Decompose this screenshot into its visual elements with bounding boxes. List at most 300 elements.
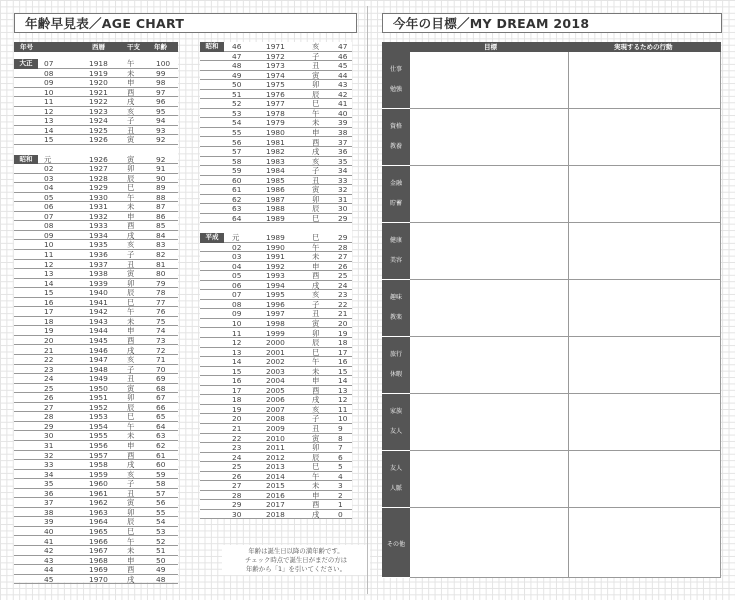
eto-cell: 申 bbox=[312, 376, 320, 386]
eto-cell: 酉 bbox=[127, 221, 135, 231]
eto-cell: 午 bbox=[312, 108, 320, 118]
eto-cell: 戌 bbox=[127, 97, 135, 107]
header-eto: 干支 bbox=[127, 43, 140, 51]
era-year-cell: 22 bbox=[44, 355, 54, 365]
dream-category-label: 勉強 bbox=[389, 86, 402, 94]
age-cell: 64 bbox=[156, 421, 166, 431]
western-year-cell: 1987 bbox=[266, 194, 285, 204]
era-year-cell: 43 bbox=[44, 555, 54, 565]
age-cell: 58 bbox=[156, 479, 166, 489]
eto-cell: 辰 bbox=[127, 517, 135, 527]
age-cell: 15 bbox=[338, 366, 348, 376]
era-year-cell: 08 bbox=[44, 68, 54, 78]
eto-cell: 卯 bbox=[312, 80, 320, 90]
eto-cell: 寅 bbox=[127, 383, 135, 393]
eto-cell: 卯 bbox=[127, 164, 135, 174]
western-year-cell: 1974 bbox=[266, 70, 285, 80]
western-year-cell: 1928 bbox=[89, 173, 108, 183]
age-cell: 17 bbox=[338, 347, 348, 357]
western-year-cell: 1969 bbox=[89, 565, 108, 575]
age-row bbox=[200, 290, 352, 300]
era-year-cell: 05 bbox=[232, 271, 242, 281]
eto-cell: 寅 bbox=[127, 154, 135, 164]
age-cell: 26 bbox=[338, 261, 348, 271]
age-cell: 29 bbox=[338, 233, 348, 242]
era-year-cell: 48 bbox=[232, 61, 242, 71]
western-year-cell: 1968 bbox=[89, 555, 108, 565]
eto-cell: 酉 bbox=[127, 450, 135, 460]
note-line: チェック時点で誕生日がまだの方は bbox=[244, 555, 348, 564]
age-cell: 51 bbox=[156, 546, 166, 556]
era-year-cell: 29 bbox=[44, 421, 54, 431]
age-cell: 100 bbox=[156, 59, 171, 68]
era-year-cell: 19 bbox=[232, 404, 242, 414]
age-cell: 1 bbox=[338, 500, 343, 510]
eto-cell: 亥 bbox=[312, 290, 320, 300]
age-cell: 20 bbox=[338, 318, 348, 328]
eto-cell: 酉 bbox=[127, 335, 135, 345]
western-year-cell: 1944 bbox=[89, 326, 108, 336]
era-year-cell: 46 bbox=[232, 42, 242, 51]
age-row bbox=[200, 300, 352, 310]
age-cell: 11 bbox=[338, 404, 348, 414]
era-year-cell: 20 bbox=[44, 335, 54, 345]
age-row bbox=[14, 537, 178, 547]
eto-cell: 申 bbox=[127, 78, 135, 88]
age-row bbox=[200, 367, 352, 377]
era-year-cell: 55 bbox=[232, 127, 242, 137]
age-row bbox=[200, 462, 352, 472]
age-cell: 4 bbox=[338, 471, 343, 481]
western-year-cell: 1990 bbox=[266, 242, 285, 252]
dream-row-divider bbox=[410, 279, 721, 280]
era-year-cell: 40 bbox=[44, 526, 54, 536]
western-year-cell: 1957 bbox=[89, 450, 108, 460]
western-year-cell: 1971 bbox=[266, 42, 285, 51]
western-year-cell: 1982 bbox=[266, 147, 285, 157]
dream-row-divider bbox=[410, 450, 721, 451]
eto-cell: 申 bbox=[312, 127, 320, 137]
western-year-cell: 1930 bbox=[89, 192, 108, 202]
era-year-cell: 32 bbox=[44, 450, 54, 460]
age-row bbox=[200, 99, 352, 109]
age-cell: 41 bbox=[338, 99, 348, 109]
age-cell: 75 bbox=[156, 316, 166, 326]
eto-cell: 卯 bbox=[127, 278, 135, 288]
eto-cell: 辰 bbox=[127, 288, 135, 298]
western-year-cell: 1992 bbox=[266, 261, 285, 271]
eto-cell: 辰 bbox=[127, 402, 135, 412]
western-year-cell: 1918 bbox=[89, 59, 108, 68]
western-year-cell: 2017 bbox=[266, 500, 285, 510]
western-year-cell: 1954 bbox=[89, 421, 108, 431]
era-year-cell: 24 bbox=[232, 452, 242, 462]
eto-cell: 亥 bbox=[127, 240, 135, 250]
era-year-cell: 36 bbox=[44, 488, 54, 498]
era-year-cell: 17 bbox=[44, 307, 54, 317]
age-cell: 9 bbox=[338, 424, 343, 433]
western-year-cell: 1985 bbox=[266, 175, 285, 185]
age-cell: 34 bbox=[338, 166, 348, 176]
era-year-cell: 11 bbox=[44, 97, 54, 107]
eto-cell: 未 bbox=[312, 366, 320, 376]
age-row bbox=[200, 472, 352, 482]
western-year-cell: 1966 bbox=[89, 536, 108, 546]
eto-cell: 申 bbox=[127, 441, 135, 450]
eto-cell: 戌 bbox=[127, 460, 135, 470]
age-row bbox=[14, 221, 178, 231]
western-year-cell: 2013 bbox=[266, 462, 285, 472]
age-row bbox=[14, 250, 178, 260]
age-cell: 94 bbox=[156, 116, 166, 126]
eto-cell: 申 bbox=[312, 490, 320, 500]
dream-category-label: 休暇 bbox=[389, 371, 402, 379]
age-row bbox=[14, 202, 178, 212]
age-row bbox=[14, 155, 178, 165]
age-cell: 6 bbox=[338, 452, 343, 462]
eto-cell: 丑 bbox=[127, 259, 135, 269]
eto-cell: 戌 bbox=[127, 345, 135, 355]
western-year-cell: 1940 bbox=[89, 288, 108, 298]
western-year-cell: 1945 bbox=[89, 335, 108, 345]
eto-cell: 戌 bbox=[127, 230, 135, 240]
age-cell: 42 bbox=[338, 89, 348, 99]
age-cell: 36 bbox=[338, 147, 348, 157]
western-year-cell: 1963 bbox=[89, 507, 108, 517]
era-year-cell: 15 bbox=[232, 366, 242, 376]
eto-cell: 子 bbox=[312, 166, 320, 176]
western-year-cell: 1962 bbox=[89, 498, 108, 508]
age-row bbox=[14, 326, 178, 336]
western-year-cell: 2012 bbox=[266, 452, 285, 462]
eto-cell: 巳 bbox=[127, 183, 135, 193]
eto-cell: 丑 bbox=[312, 309, 320, 319]
western-year-cell: 1991 bbox=[266, 252, 285, 262]
age-row bbox=[200, 147, 352, 157]
eto-cell: 巳 bbox=[312, 347, 320, 357]
western-year-cell: 2006 bbox=[266, 395, 285, 405]
eto-cell: 酉 bbox=[127, 565, 135, 575]
era-year-cell: 08 bbox=[44, 221, 54, 231]
era-year-cell: 12 bbox=[44, 106, 54, 116]
western-year-cell: 1964 bbox=[89, 517, 108, 527]
era-year-cell: 38 bbox=[44, 507, 54, 517]
eto-cell: 亥 bbox=[312, 156, 320, 166]
eto-cell: 寅 bbox=[312, 318, 320, 328]
western-year-cell: 1941 bbox=[89, 297, 108, 307]
era-year-cell: 23 bbox=[44, 364, 54, 374]
era-year-cell: 64 bbox=[232, 213, 242, 223]
western-year-cell: 2018 bbox=[266, 509, 285, 519]
western-year-cell: 1951 bbox=[89, 393, 108, 403]
age-row bbox=[14, 565, 178, 575]
dream-category-label: 家族 bbox=[389, 407, 402, 415]
era-year-cell: 49 bbox=[232, 70, 242, 80]
western-year-cell: 1981 bbox=[266, 137, 285, 147]
age-cell: 56 bbox=[156, 498, 166, 508]
western-year-cell: 1936 bbox=[89, 250, 108, 259]
eto-cell: 丑 bbox=[312, 424, 320, 433]
age-row bbox=[14, 298, 178, 308]
eto-cell: 午 bbox=[127, 307, 135, 317]
eto-cell: 卯 bbox=[312, 328, 320, 338]
era-year-cell: 18 bbox=[232, 395, 242, 405]
age-row bbox=[200, 376, 352, 386]
eto-cell: 寅 bbox=[127, 269, 135, 279]
western-year-cell: 1948 bbox=[89, 364, 108, 374]
age-row bbox=[14, 126, 178, 136]
age-row bbox=[200, 90, 352, 100]
era-year-cell: 09 bbox=[232, 309, 242, 319]
era-year-cell: 44 bbox=[44, 565, 54, 575]
era-year-cell: 13 bbox=[44, 116, 54, 126]
age-row bbox=[14, 508, 178, 518]
age-row bbox=[200, 338, 352, 348]
era-year-cell: 元 bbox=[44, 154, 52, 164]
western-year-cell: 1921 bbox=[89, 87, 108, 97]
era-year-cell: 30 bbox=[44, 431, 54, 441]
era-year-cell: 37 bbox=[44, 498, 54, 508]
eto-cell: 戌 bbox=[312, 395, 320, 405]
age-row bbox=[200, 319, 352, 329]
era-year-cell: 42 bbox=[44, 546, 54, 556]
era-year-cell: 28 bbox=[44, 412, 54, 422]
age-cell: 92 bbox=[156, 154, 166, 164]
age-cell: 46 bbox=[338, 51, 348, 61]
eto-cell: 酉 bbox=[127, 87, 135, 97]
age-cell: 86 bbox=[156, 211, 166, 221]
eto-cell: 午 bbox=[127, 59, 135, 68]
dream-category bbox=[382, 508, 410, 578]
western-year-cell: 1976 bbox=[266, 89, 285, 99]
age-row bbox=[14, 441, 178, 451]
eto-cell: 未 bbox=[127, 68, 135, 78]
age-note bbox=[222, 545, 370, 575]
era-year-cell: 07 bbox=[44, 59, 54, 68]
western-year-cell: 1980 bbox=[266, 127, 285, 137]
era-year-cell: 10 bbox=[44, 240, 54, 250]
age-cell: 14 bbox=[338, 376, 348, 386]
era-year-cell: 17 bbox=[232, 385, 242, 395]
era-year-cell: 02 bbox=[232, 242, 242, 252]
western-year-cell: 2002 bbox=[266, 357, 285, 367]
era-year-cell: 26 bbox=[232, 471, 242, 481]
western-year-cell: 1926 bbox=[89, 135, 108, 145]
age-row bbox=[200, 510, 352, 520]
eto-cell: 巳 bbox=[127, 526, 135, 536]
dream-category-label: 友人 bbox=[389, 428, 402, 436]
western-year-cell: 1997 bbox=[266, 309, 285, 319]
eto-cell: 申 bbox=[312, 261, 320, 271]
era-year-cell: 61 bbox=[232, 185, 242, 195]
era-year-cell: 21 bbox=[232, 424, 242, 433]
age-cell: 61 bbox=[156, 450, 166, 460]
age-cell: 28 bbox=[338, 242, 348, 252]
eto-cell: 亥 bbox=[127, 106, 135, 116]
western-year-cell: 1931 bbox=[89, 202, 108, 212]
age-cell: 99 bbox=[156, 68, 166, 78]
age-row bbox=[14, 260, 178, 270]
dream-category bbox=[382, 223, 410, 280]
age-row bbox=[200, 271, 352, 281]
eto-cell: 丑 bbox=[127, 374, 135, 384]
era-label: 平成 bbox=[200, 233, 224, 243]
era-year-cell: 10 bbox=[232, 318, 242, 328]
age-row bbox=[200, 243, 352, 253]
age-row bbox=[200, 138, 352, 148]
eto-cell: 亥 bbox=[127, 355, 135, 365]
western-year-cell: 1967 bbox=[89, 546, 108, 556]
header-action: 実現するための行動 bbox=[614, 43, 673, 51]
age-row bbox=[14, 527, 178, 537]
age-cell: 18 bbox=[338, 338, 348, 348]
age-row bbox=[14, 470, 178, 480]
era-year-cell: 63 bbox=[232, 204, 242, 214]
age-row bbox=[200, 118, 352, 128]
eto-cell: 巳 bbox=[312, 213, 320, 223]
age-cell: 96 bbox=[156, 97, 166, 107]
eto-cell: 午 bbox=[127, 421, 135, 431]
western-year-cell: 2011 bbox=[266, 443, 285, 453]
era-year-cell: 06 bbox=[44, 202, 54, 212]
age-cell: 69 bbox=[156, 374, 166, 384]
age-row bbox=[14, 489, 178, 499]
era-year-cell: 11 bbox=[44, 250, 54, 259]
western-year-cell: 2008 bbox=[266, 414, 285, 424]
age-cell: 32 bbox=[338, 185, 348, 195]
era-year-cell: 19 bbox=[44, 326, 54, 336]
dream-category bbox=[382, 166, 410, 223]
western-year-cell: 1935 bbox=[89, 240, 108, 250]
western-year-cell: 1989 bbox=[266, 233, 285, 242]
age-row bbox=[200, 252, 352, 262]
eto-cell: 未 bbox=[127, 316, 135, 326]
era-year-cell: 14 bbox=[232, 357, 242, 367]
era-year-cell: 07 bbox=[232, 290, 242, 300]
era-year-cell: 25 bbox=[44, 383, 54, 393]
era-year-cell: 31 bbox=[44, 441, 54, 450]
age-row bbox=[14, 317, 178, 327]
eto-cell: 亥 bbox=[312, 42, 320, 51]
western-year-cell: 1952 bbox=[89, 402, 108, 412]
era-year-cell: 07 bbox=[44, 211, 54, 221]
age-row bbox=[200, 166, 352, 176]
age-row bbox=[14, 384, 178, 394]
age-row bbox=[14, 183, 178, 193]
western-year-cell: 1933 bbox=[89, 221, 108, 231]
age-row bbox=[14, 460, 178, 470]
western-year-cell: 2004 bbox=[266, 376, 285, 386]
age-row bbox=[14, 288, 178, 298]
age-table-header-left bbox=[14, 42, 178, 52]
dream-category-label: 旅行 bbox=[389, 350, 402, 358]
age-cell: 78 bbox=[156, 288, 166, 298]
age-row bbox=[14, 336, 178, 346]
era-label: 大正 bbox=[14, 59, 38, 69]
western-year-cell: 2001 bbox=[266, 347, 285, 357]
age-cell: 7 bbox=[338, 443, 343, 453]
western-year-cell: 1983 bbox=[266, 156, 285, 166]
western-year-cell: 1950 bbox=[89, 383, 108, 393]
eto-cell: 午 bbox=[312, 357, 320, 367]
western-year-cell: 1973 bbox=[266, 61, 285, 71]
age-cell: 82 bbox=[156, 250, 166, 259]
age-cell: 16 bbox=[338, 357, 348, 367]
eto-cell: 卯 bbox=[127, 507, 135, 517]
eto-cell: 巳 bbox=[312, 462, 320, 472]
eto-cell: 酉 bbox=[312, 500, 320, 510]
age-row bbox=[200, 204, 352, 214]
western-year-cell: 1960 bbox=[89, 479, 108, 489]
eto-cell: 寅 bbox=[312, 185, 320, 195]
dream-category bbox=[382, 451, 410, 508]
age-cell: 70 bbox=[156, 364, 166, 374]
eto-cell: 寅 bbox=[312, 70, 320, 80]
age-row bbox=[14, 374, 178, 384]
eto-cell: 申 bbox=[127, 555, 135, 565]
era-year-cell: 30 bbox=[232, 509, 242, 519]
dream-category-label: 仕事 bbox=[389, 65, 402, 73]
age-cell: 30 bbox=[338, 204, 348, 214]
eto-cell: 寅 bbox=[127, 498, 135, 508]
eto-cell: 戌 bbox=[312, 509, 320, 519]
header-year: 西暦 bbox=[92, 43, 105, 51]
age-row bbox=[200, 185, 352, 195]
western-year-cell: 1956 bbox=[89, 441, 108, 450]
age-row bbox=[14, 231, 178, 241]
eto-cell: 子 bbox=[127, 250, 135, 259]
eto-cell: 未 bbox=[312, 481, 320, 491]
era-year-cell: 54 bbox=[232, 118, 242, 128]
era-year-cell: 13 bbox=[232, 347, 242, 357]
era-year-cell: 元 bbox=[232, 233, 240, 242]
era-year-cell: 14 bbox=[44, 278, 54, 288]
age-cell: 54 bbox=[156, 517, 166, 527]
era-year-cell: 24 bbox=[44, 374, 54, 384]
western-year-cell: 2010 bbox=[266, 433, 285, 443]
age-cell: 39 bbox=[338, 118, 348, 128]
age-row bbox=[14, 240, 178, 250]
age-cell: 76 bbox=[156, 307, 166, 317]
eto-cell: 巳 bbox=[127, 412, 135, 422]
age-row bbox=[200, 491, 352, 501]
western-year-cell: 1995 bbox=[266, 290, 285, 300]
age-row bbox=[200, 195, 352, 205]
western-year-cell: 1922 bbox=[89, 97, 108, 107]
western-year-cell: 1959 bbox=[89, 469, 108, 479]
era-year-cell: 02 bbox=[44, 164, 54, 174]
western-year-cell: 2003 bbox=[266, 366, 285, 376]
header-goal: 目標 bbox=[484, 43, 497, 51]
western-year-cell: 2014 bbox=[266, 471, 285, 481]
eto-cell: 午 bbox=[312, 242, 320, 252]
age-row bbox=[14, 355, 178, 365]
age-row bbox=[14, 164, 178, 174]
western-year-cell: 1953 bbox=[89, 412, 108, 422]
age-cell: 95 bbox=[156, 106, 166, 116]
age-row bbox=[200, 329, 352, 339]
age-row bbox=[14, 212, 178, 222]
age-cell: 65 bbox=[156, 412, 166, 422]
age-cell: 19 bbox=[338, 328, 348, 338]
age-cell: 44 bbox=[338, 70, 348, 80]
age-cell: 73 bbox=[156, 335, 166, 345]
dream-category-label: 趣味 bbox=[389, 293, 402, 301]
western-year-cell: 1998 bbox=[266, 318, 285, 328]
eto-cell: 未 bbox=[127, 546, 135, 556]
age-cell: 91 bbox=[156, 164, 166, 174]
age-row bbox=[14, 279, 178, 289]
